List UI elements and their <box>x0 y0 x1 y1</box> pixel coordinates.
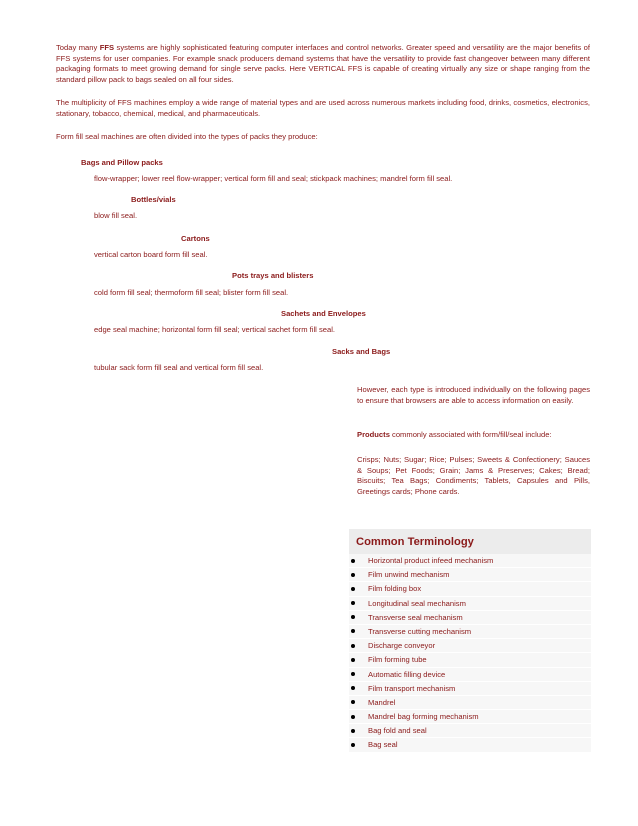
pack-type-machines: blow fill seal. <box>94 211 138 220</box>
terminology-item-text: Film folding box <box>368 584 422 594</box>
terminology-item-text: Automatic filling device <box>368 669 446 679</box>
pack-type-heading: Sacks and Bags <box>332 347 391 356</box>
products-intro: commonly associated with form/fill/seal include: <box>389 430 552 439</box>
terminology-item-text: Longitudinal seal mechanism <box>368 598 466 608</box>
terminology-item-text: Mandrel <box>368 697 396 707</box>
terminology-item-text: Film transport mechanism <box>368 683 456 693</box>
right-column-intro: However, each type is introduced individually on the following pages to ensure that browsers are able to access information on easily. <box>357 385 590 405</box>
products-list: Crisps; Nuts; Sugar; Rice; Pulses; Sweets & Confectionery; Sauces & Soups; Pet Foods; Grain; Jams & Preserves; Cakes; Bread; Biscuits; Tea Bags; Condiments; Tablets, Capsules and Pills, Greetings cards; Phone cards. <box>357 455 590 496</box>
terminology-item <box>349 582 591 596</box>
pack-type-machines: flow-wrapper; lower reel flow-wrapper; vertical form fill and seal; stickpack machines; mandrel form fill seal. <box>94 174 453 183</box>
pack-type-machines: cold form fill seal; thermoform fill seal; blister form fill seal. <box>94 288 289 297</box>
terminology-item <box>349 668 591 682</box>
terminology-item-text: Transverse seal mechanism <box>368 612 463 622</box>
bullet-icon <box>351 729 355 733</box>
terminology-list <box>349 554 591 753</box>
intro-p1-before: Today many <box>56 43 100 52</box>
terminology-item-text: Mandrel bag forming mechanism <box>368 712 479 722</box>
bullet-icon <box>351 615 355 619</box>
intro-paragraph-1 <box>56 43 590 85</box>
bullet-icon <box>351 743 355 747</box>
terminology-table <box>349 529 591 750</box>
pack-type-heading: Cartons <box>181 234 210 243</box>
terminology-item-text: Bag seal <box>368 740 398 750</box>
terminology-item-text: Discharge conveyor <box>368 641 436 651</box>
bullet-icon <box>351 658 355 662</box>
terminology-item <box>349 738 591 752</box>
intro-p1-after: systems are highly sophisticated featuring computer interfaces and control networks. Greater speed and versatility are the major benefits of FFS systems for user companies. For example snack producers demand systems that have the versatility to provide fast changeover between many different packaging formats to meet growing demand for single serve packs. Here VERTICAL FFS is capable of creating virtually any size or shape ranging from the standard pillow pack to bags sealed on all four sides. <box>56 43 590 84</box>
terminology-item <box>349 611 591 625</box>
pack-type-heading: Sachets and Envelopes <box>281 309 366 318</box>
pack-type-machines: edge seal machine; horizontal form fill seal; vertical sachet form fill seal. <box>94 325 335 334</box>
terminology-item <box>349 682 591 696</box>
intro-paragraph-3: Form fill seal machines are often divided into the types of packs they produce: <box>56 132 318 141</box>
terminology-item-text: Horizontal product infeed mechanism <box>368 556 494 565</box>
terminology-item <box>349 597 591 611</box>
products-label: Products <box>357 430 390 439</box>
terminology-item-text: Bag fold and seal <box>368 726 427 736</box>
products-heading-line <box>357 430 590 441</box>
terminology-item-text: Film forming tube <box>368 655 427 665</box>
bullet-icon <box>351 601 355 605</box>
pack-type-heading: Bottles/vials <box>131 195 176 204</box>
intro-p1-bold: FFS <box>99 43 115 52</box>
terminology-item <box>349 554 591 568</box>
terminology-item-text: Transverse cutting mechanism <box>368 626 472 636</box>
terminology-item-text: Film unwind mechanism <box>368 570 450 580</box>
terminology-item <box>349 568 591 582</box>
bullet-icon <box>351 559 355 563</box>
terminology-item <box>349 653 591 667</box>
bullet-icon <box>351 686 355 690</box>
pack-type-heading: Pots trays and blisters <box>232 271 314 280</box>
bullet-icon <box>351 587 355 591</box>
bullet-icon <box>351 644 355 648</box>
bullet-icon <box>351 573 355 577</box>
terminology-title: Common Terminology <box>349 529 591 554</box>
terminology-item <box>349 625 591 639</box>
terminology-item <box>349 724 591 738</box>
bullet-icon <box>351 629 355 633</box>
intro-paragraph-2: The multiplicity of FFS machines employ a wide range of material types and are used across numerous markets including food, drinks, cosmetics, electronics, stationary, tobacco, chemical, medical, and pharmaceuticals. <box>56 98 590 118</box>
bullet-icon <box>351 700 355 704</box>
terminology-item <box>349 696 591 710</box>
pack-type-heading: Bags and Pillow packs <box>81 158 163 167</box>
terminology-item <box>349 710 591 724</box>
pack-type-machines: vertical carton board form fill seal. <box>94 250 208 259</box>
pack-type-machines: tubular sack form fill seal and vertical form fill seal. <box>94 363 264 372</box>
bullet-icon <box>351 715 355 719</box>
terminology-item <box>349 639 591 653</box>
bullet-icon <box>351 672 355 676</box>
